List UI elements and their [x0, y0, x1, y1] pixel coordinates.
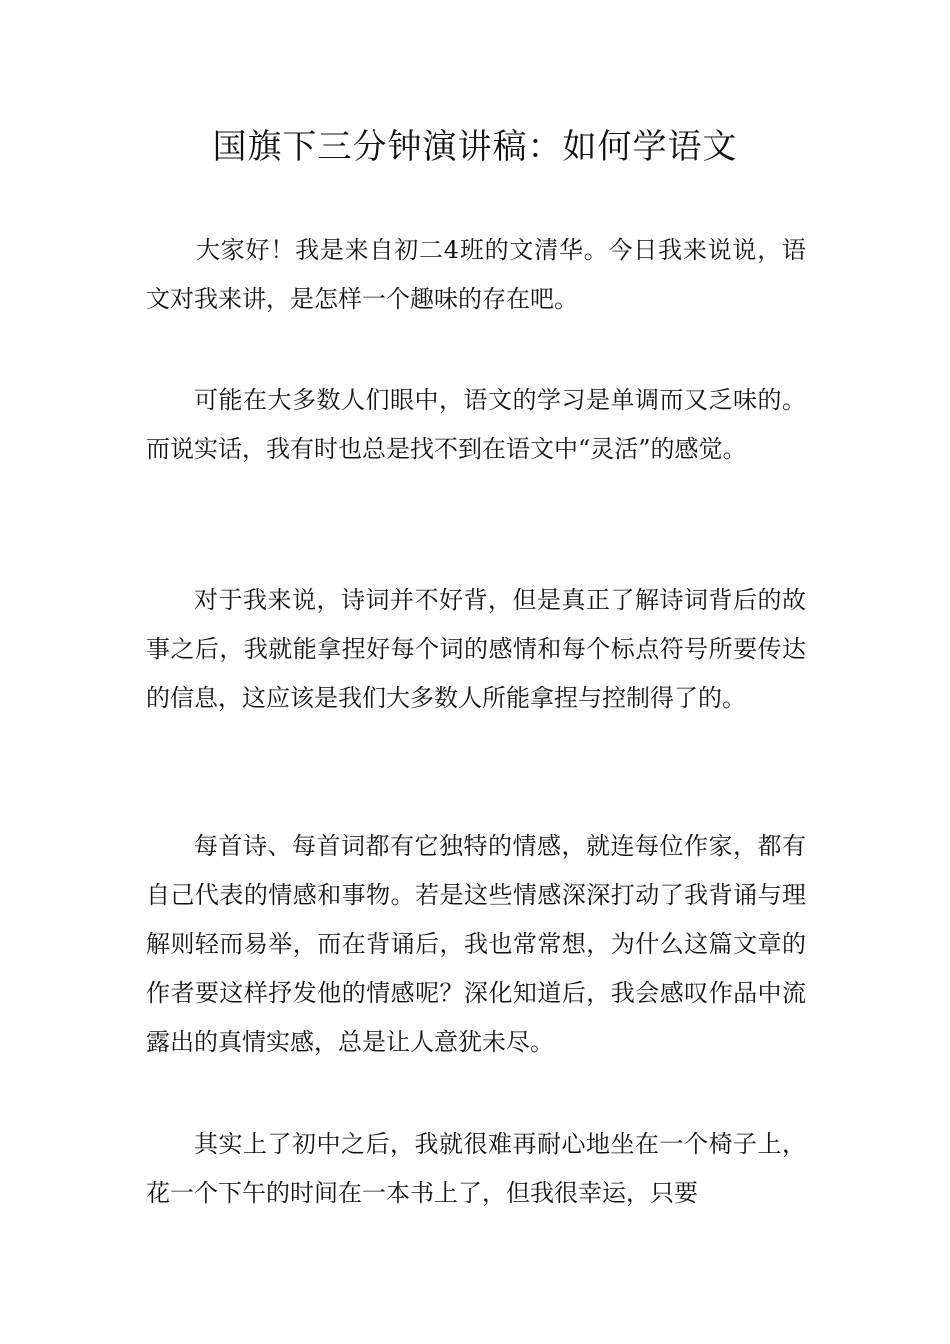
paragraph-greeting: 大家好！我是来自初二4班的文清华。今日我来说说，语文对我来讲，是怎样一个趣味的存在吧。 [146, 236, 806, 313]
paragraph-poetry: 对于我来说，诗词并不好背，但是真正了解诗词背后的故事之后，我就能拿捏好每个词的感情和每个标点符号所要传达的信息，这应该是我们大多数人所能拿捏与控制得了的。 [146, 586, 806, 712]
paragraph-emotion: 每首诗、每首词都有它独特的情感，就连每位作家，都有自己代表的情感和事物。若是这些情感深深打动了我背诵与理解则轻而易举，而在背诵后，我也常常想，为什么这篇文章的作者要这样抒发他的情感呢？深化知道后，我会感叹作品中流露出的真情实感，总是让人意犹未尽。 [146, 832, 806, 1056]
paragraph-impression: 可能在大多数人们眼中，语文的学习是单调而又乏味的。而说实话，我有时也总是找不到在语文中“灵活”的感觉。 [146, 386, 806, 463]
paragraph-reading: 其实上了初中之后，我就很难再耐心地坐在一个椅子上，花一个下午的时间在一本书上了，但我很幸运，只要 [146, 1130, 806, 1207]
document-title: 国旗下三分钟演讲稿：如何学语文 [212, 127, 738, 167]
